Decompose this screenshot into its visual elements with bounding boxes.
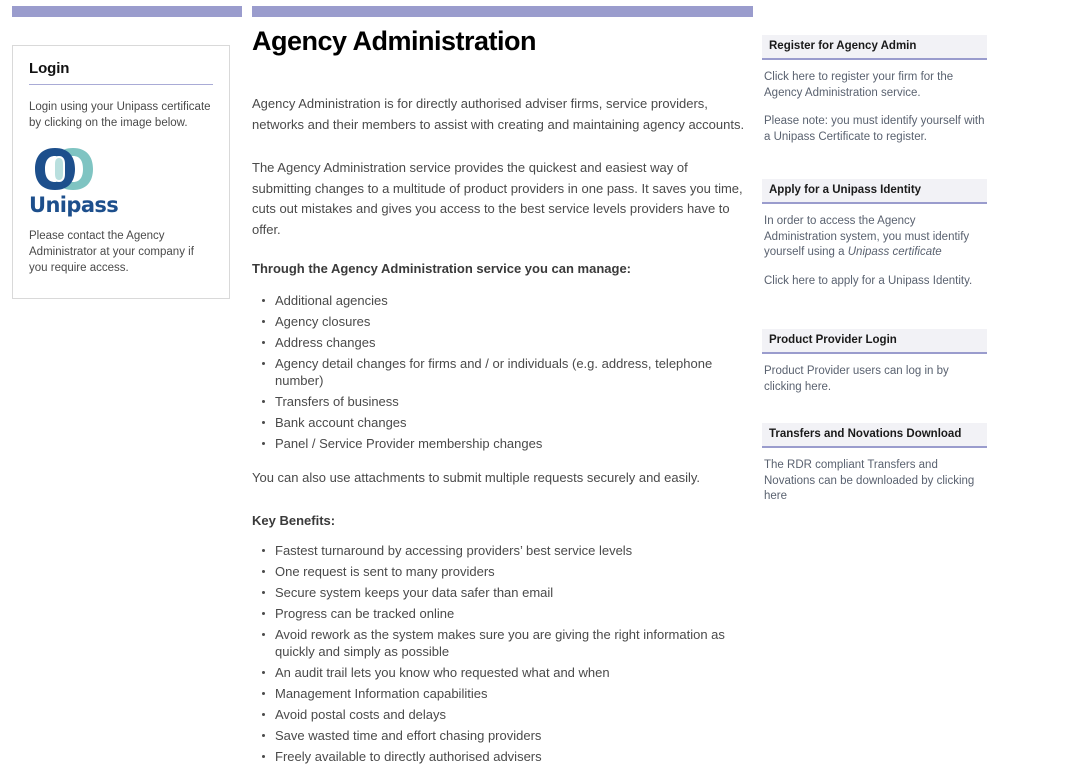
panel-text: Click here to register your firm for the Agency Administration service. [764,71,954,99]
panel-header-register[interactable]: Register for Agency Admin [762,35,987,60]
login-instruction: Login using your Unipass certificate by clicking on the image below. [29,101,211,129]
panel-apply-for-unipass-identity [762,179,987,289]
service-description-paragraph: The Agency Administration service provides the quickest and easiest way of submitting changes to a multitude of product providers in one pass. It saves you time, cuts out mistakes and gives you access to the best service levels providers have to offer. [252,160,743,237]
list-item: Freely available to directly authorised advisers [275,748,748,765]
login-column [12,45,230,299]
accent-bar-main [252,6,753,17]
panel-header-transfers[interactable]: Transfers and Novations Download [762,423,987,448]
panel-product-provider-login [762,329,987,395]
panel-spacer [762,151,987,179]
list-item: Fastest turnaround by accessing providers’ best service levels [275,542,748,559]
list-item: One request is sent to many providers [275,563,748,580]
panel-body-register [762,60,987,145]
list-item: Progress can be tracked online [275,605,748,622]
panel-body-apply [762,204,987,289]
right-sidebar [762,35,987,511]
list-item: Avoid rework as the system makes sure you are giving the right information as quickly and simply as possible [275,626,748,660]
accent-bar-left [12,6,242,17]
list-item: Agency closures [275,313,748,330]
panel-text: Please note: you must identify yourself with a Unipass Certificate to register. [764,115,985,143]
panel-header-apply[interactable]: Apply for a Unipass Identity [762,179,987,204]
benefits-list [252,542,748,765]
panel-text: Product Provider users can log in by clicking here. [764,365,949,393]
list-item: Panel / Service Provider membership changes [275,435,748,452]
list-item: Bank account changes [275,414,748,431]
panel-text: The RDR compliant Transfers and Novations can be downloaded by clicking here [764,459,975,502]
benefits-heading: Key Benefits: [252,512,336,528]
login-contact-note: Please contact the Agency Administrator at your company if you require access. [29,230,194,274]
list-item: Management Information capabilities [275,685,748,702]
panel-spacer [762,295,987,329]
unipass-wordmark[interactable]: Unipass [29,193,119,217]
login-title-divider [29,84,213,85]
list-item: Additional agencies [275,292,748,309]
manage-list [252,292,748,452]
main-content-column [252,26,748,781]
panel-text: Click here to apply for a Unipass Identity. [764,274,973,287]
list-item: Agency detail changes for firms and / or individuals (e.g. address, telephone number) [275,355,748,389]
manage-heading: Through the Agency Administration service you can manage: [252,261,631,276]
panel-header-product-provider[interactable]: Product Provider Login [762,329,987,354]
list-item: An audit trail lets you know who requested what and when [275,664,748,681]
list-item: Secure system keeps your data safer than email [275,584,748,601]
list-item: Avoid postal costs and delays [275,706,748,723]
panel-body-product-provider [762,354,987,395]
list-item: Save wasted time and effort chasing providers [275,727,748,744]
login-title: Login [29,60,70,77]
login-panel [12,45,230,299]
list-item: Transfers of business [275,393,748,410]
panel-text [764,214,985,261]
intro-paragraph: Agency Administration is for directly authorised adviser firms, service providers, networks and their members to assist with creating and maintaining agency accounts. [252,96,745,132]
unipass-logo-link[interactable] [29,145,119,217]
list-item: Address changes [275,334,748,351]
panel-spacer [762,401,987,423]
unipass-logo-icon[interactable] [29,145,107,193]
attachments-note: You can also use attachments to submit multiple requests securely and easily. [252,470,701,485]
panel-body-transfers [762,448,987,505]
panel-transfers-and-novations-download [762,423,987,505]
panel-text-lead: In order to access the Agency Administration system, you must identify yourself using a [764,215,970,258]
panel-register-for-agency-admin [762,35,987,145]
unipass-certificate-emphasis: Unipass certificate [847,246,942,258]
page-title: Agency Administration [252,26,537,56]
